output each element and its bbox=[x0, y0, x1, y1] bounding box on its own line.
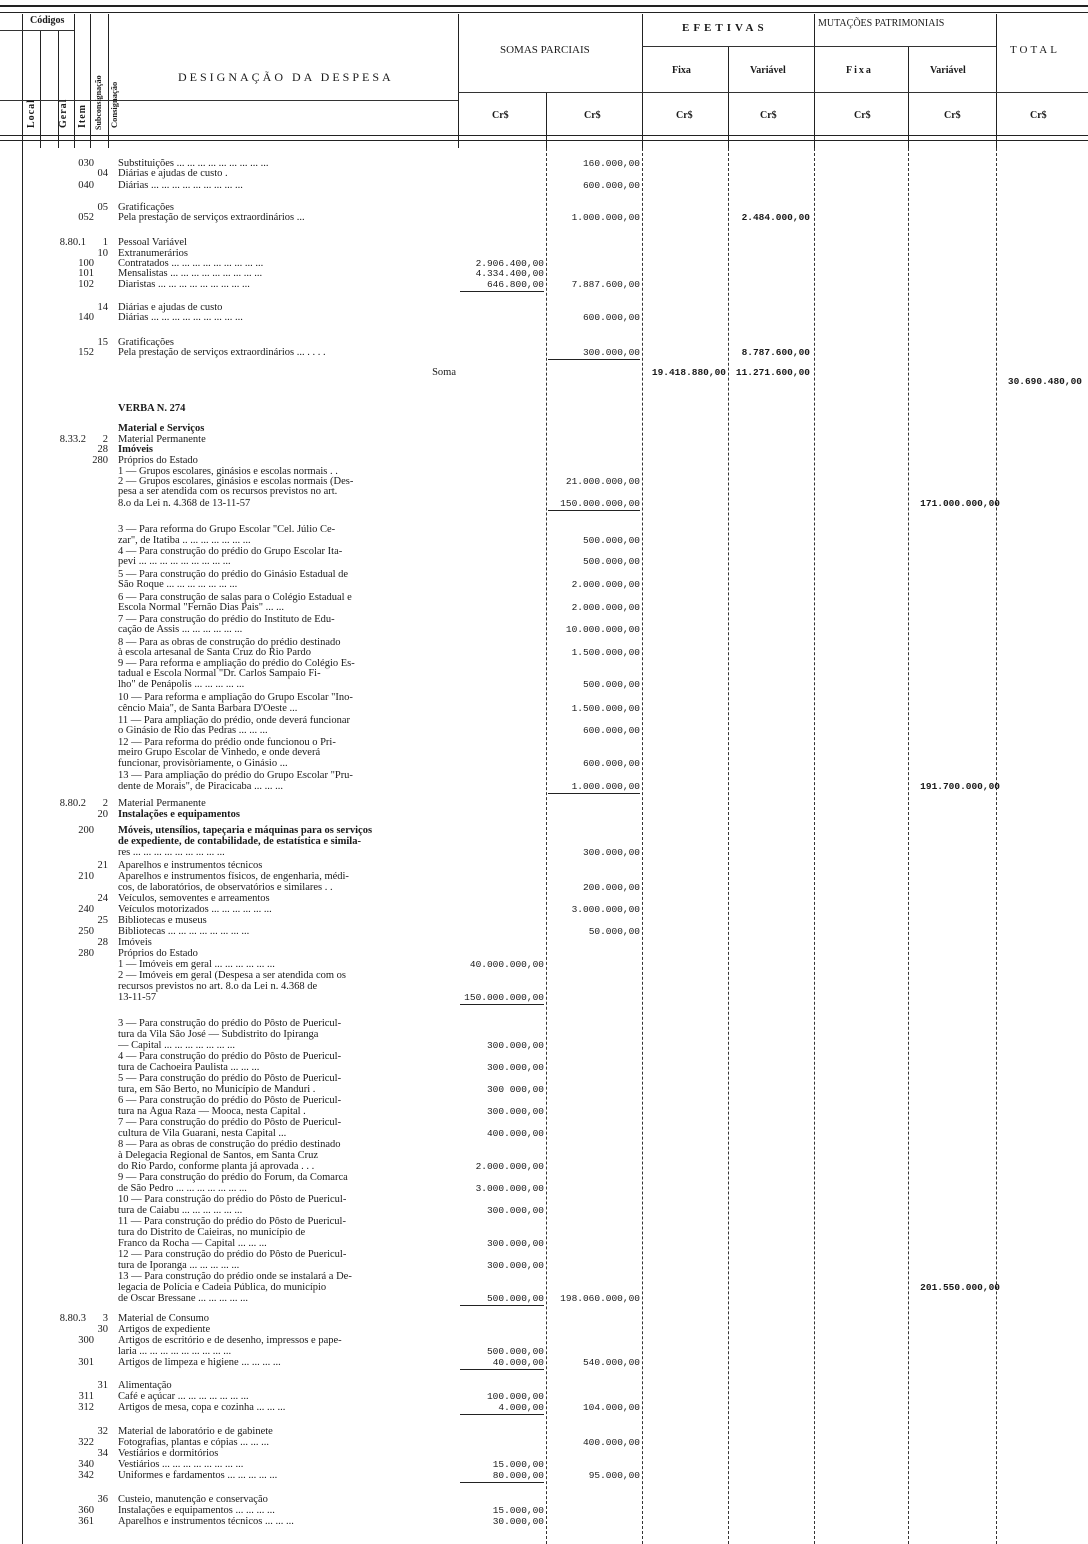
header-somas-parciais: SOMAS PARCIAIS bbox=[500, 44, 590, 56]
partial-sum-2: 1.000.000,00 bbox=[571, 212, 640, 223]
consignment-code: 312 bbox=[78, 1402, 94, 1413]
expense-description: Material Permanente bbox=[118, 434, 206, 445]
table-row bbox=[0, 1516, 1088, 1528]
partial-sum-2: 1.000.000,00 bbox=[548, 781, 640, 794]
expense-description: Veículos, semoventes e arreamentos bbox=[118, 893, 270, 904]
expense-description: Escola Normal "Fernão Dias Pais" ... ... bbox=[118, 602, 285, 613]
partial-sum-2: 540.000,00 bbox=[582, 1357, 640, 1368]
expense-description: Custeio, manutenção e conservação bbox=[118, 1494, 268, 1505]
partial-sum-2: 400.000,00 bbox=[582, 1437, 640, 1448]
partial-sum-2: 150.000.000,00 bbox=[548, 498, 640, 511]
table-row bbox=[0, 498, 1088, 510]
consignment-code: 361 bbox=[78, 1516, 94, 1527]
col-rule bbox=[642, 14, 643, 148]
expense-description: 6 — Para construção de salas para o Colégio Estadual e bbox=[118, 592, 352, 603]
partial-sum-1: 3.000.000,00 bbox=[475, 1183, 544, 1194]
item-code: 32 bbox=[97, 1426, 108, 1437]
table-row bbox=[0, 180, 1088, 192]
consignment-code: 052 bbox=[78, 212, 94, 223]
expense-description: Aparelhos e instrumentos físicos, de engenharia, médi- bbox=[118, 871, 349, 882]
consignment-code: 100 bbox=[78, 258, 94, 269]
partial-sum-1: 300.000,00 bbox=[486, 1062, 544, 1073]
partial-sum-2: 198.060.000,00 bbox=[560, 1293, 640, 1304]
header-subconsignacao: Subconsignação bbox=[94, 75, 103, 130]
partial-sum-2: 300.000,00 bbox=[582, 847, 640, 858]
header-local: Local bbox=[26, 99, 37, 128]
expense-description: Diárias ... ... ... ... ... ... ... ... ... bbox=[118, 180, 243, 191]
expense-description: pevi ... ... ... ... ... ... ... ... ... bbox=[118, 556, 231, 567]
expense-description: 5 — Para construção do prédio do Ginásio Estadual de bbox=[118, 569, 349, 580]
expense-description: 9 — Para reforma e ampliação do prédio do Colégio Es- bbox=[118, 658, 355, 669]
expense-description: 5 — Para construção do prédio do Pôsto de Puericul- bbox=[118, 1073, 342, 1084]
expense-description: pesa a ser atendida com os recursos previstos no art. bbox=[118, 486, 338, 497]
local-code: 8.33.2 bbox=[59, 434, 86, 445]
col-rule bbox=[908, 46, 909, 148]
header-rule bbox=[458, 92, 1088, 93]
expense-description: Extranumerários bbox=[118, 248, 188, 259]
partial-sum-2: 1.500.000,00 bbox=[571, 703, 640, 714]
partial-sum-2: 600.000,00 bbox=[582, 180, 640, 191]
partial-sum-1: 4.334.400,00 bbox=[475, 268, 544, 279]
expense-description: tura, em São Berto, no Município de Manduri . bbox=[118, 1084, 316, 1095]
expense-description: São Roque ... ... ... ... ... ... ... bbox=[118, 579, 238, 590]
table-row bbox=[0, 781, 1088, 793]
expense-description: dente de Morais", de Piracicaba ... ... ... bbox=[118, 781, 283, 792]
table-row bbox=[0, 602, 1088, 614]
mutacao-variavel: 171.000.000,00 bbox=[920, 498, 1000, 509]
col-rule bbox=[458, 14, 459, 148]
table-row bbox=[0, 679, 1088, 691]
efetiva-variavel: 11.271.600,00 bbox=[735, 367, 810, 378]
expense-description: de Oscar Bressane ... ... ... ... ... bbox=[118, 1293, 249, 1304]
partial-sum-2: 21.000.000,00 bbox=[565, 476, 640, 487]
header-total: TOTAL bbox=[1010, 44, 1060, 56]
expense-description: 1 — Imóveis em geral ... ... ... ... ... ... bbox=[118, 959, 275, 970]
partial-sum-1: 2.000.000,00 bbox=[475, 1161, 544, 1172]
expense-description: Diárias e ajudas de custo . bbox=[118, 168, 228, 179]
expense-description: Artigos de limpeza e higiene ... ... ... ... bbox=[118, 1357, 281, 1368]
expense-description: cos, de laboratórios, de observatórios e similares . . bbox=[118, 882, 333, 893]
item-code: 28 bbox=[97, 444, 108, 455]
expense-description: tura da Vila São José — Subdistrito do Ipiranga bbox=[118, 1029, 319, 1040]
expense-description: Diaristas ... ... ... ... ... ... ... ... ... bbox=[118, 279, 250, 290]
top-rule bbox=[0, 5, 1088, 7]
currency-label: Cr$ bbox=[584, 110, 601, 121]
header-rule bbox=[642, 46, 996, 47]
mutacao-variavel: 191.700.000,00 bbox=[920, 781, 1000, 792]
header-variavel-2: Variável bbox=[930, 65, 966, 76]
expense-description: Veículos motorizados ... ... ... ... ... ... bbox=[118, 904, 272, 915]
expense-description: do Rio Pardo, conforme planta já aprovada . . . bbox=[118, 1161, 315, 1172]
expense-description: Alimentação bbox=[118, 1380, 172, 1391]
expense-description: Substituições ... ... ... ... ... ... ... ... ... bbox=[118, 158, 269, 169]
expense-description: Bibliotecas ... ... ... ... ... ... ... ... bbox=[118, 926, 250, 937]
partial-sum-2: 600.000,00 bbox=[582, 725, 640, 736]
expense-description: 3 — Para construção do prédio do Pôsto de Puericul- bbox=[118, 1018, 342, 1029]
expense-description: tura do Distrito de Caieiras, no município de bbox=[118, 1227, 306, 1238]
header-bottom-rule bbox=[0, 135, 1088, 136]
partial-sum-1: 300.000,00 bbox=[486, 1040, 544, 1051]
expense-description: Gratificações bbox=[118, 202, 174, 213]
consignment-code: 311 bbox=[78, 1391, 94, 1402]
expense-description: — Capital ... ... ... ... ... ... ... bbox=[118, 1040, 235, 1051]
header-mutacoes: MUTAÇÕES PATRIMONIAIS bbox=[818, 18, 945, 29]
expense-description: Mensalistas ... ... ... ... ... ... ... ... ... bbox=[118, 268, 263, 279]
consignment-code: 250 bbox=[78, 926, 94, 937]
consignment-code: 210 bbox=[78, 871, 94, 882]
partial-sum-1: 4.000,00 bbox=[460, 1402, 544, 1415]
table-row bbox=[0, 312, 1088, 324]
expense-description: à escola artesanal de Santa Cruz do Rio Pardo bbox=[118, 647, 312, 658]
item-code: 280 bbox=[92, 455, 108, 466]
expense-description: tadual e Escola Normal "Dr. Carlos Sampaio Fi- bbox=[118, 668, 321, 679]
partial-sum-2: 300.000,00 bbox=[548, 347, 640, 360]
item-code: 2 bbox=[102, 434, 108, 445]
expense-description: 11 — Para construção do prédio do Pôsto de Puericul- bbox=[118, 1216, 346, 1227]
partial-sum-2: 1.500.000,00 bbox=[571, 647, 640, 658]
expense-description: 2 — Imóveis em geral (Despesa a ser atendida com os bbox=[118, 970, 347, 981]
expense-description: Soma bbox=[432, 367, 456, 378]
efetiva-variavel: 8.787.600,00 bbox=[741, 347, 810, 358]
expense-description: laria ... ... ... ... ... ... ... ... ... bbox=[118, 1346, 232, 1357]
partial-sum-1: 40.000,00 bbox=[460, 1357, 544, 1370]
expense-description: Gratificações bbox=[118, 337, 174, 348]
expense-description: tura de Iporanga ... ... ... ... ... bbox=[118, 1260, 240, 1271]
item-code: 05 bbox=[97, 202, 108, 213]
expense-description: Café e açúcar ... ... ... ... ... ... ... bbox=[118, 1391, 249, 1402]
consignment-code: 300 bbox=[78, 1335, 94, 1346]
col-rule bbox=[814, 14, 815, 148]
partial-sum-2: 3.000.000,00 bbox=[571, 904, 640, 915]
expense-description: 8 — Para as obras de construção do prédio destinado bbox=[118, 1139, 341, 1150]
item-code: 2 bbox=[102, 798, 108, 809]
partial-sum-2: 50.000,00 bbox=[588, 926, 640, 937]
table-row bbox=[0, 486, 1088, 498]
item-code: 04 bbox=[97, 168, 108, 179]
local-code: 8.80.2 bbox=[59, 798, 86, 809]
partial-sum-1: 80.000,00 bbox=[460, 1470, 544, 1483]
expense-description: meiro Grupo Escolar de Vinhedo, e onde deverá bbox=[118, 747, 321, 758]
partial-sum-2: 600.000,00 bbox=[582, 758, 640, 769]
table-row bbox=[0, 347, 1088, 359]
expense-description: tura na Água Raza — Mooca, nesta Capital . bbox=[118, 1106, 306, 1117]
currency-label: Cr$ bbox=[1030, 110, 1047, 121]
partial-sum-1: 300.000,00 bbox=[486, 1205, 544, 1216]
item-code: 3 bbox=[102, 1313, 108, 1324]
expense-description: Material e Serviços bbox=[118, 423, 205, 434]
table-row bbox=[0, 376, 1088, 388]
expense-description: Vestiários ... ... ... ... ... ... ... ... bbox=[118, 1459, 244, 1470]
top-rule-2 bbox=[0, 12, 1088, 13]
item-code: 34 bbox=[97, 1448, 108, 1459]
expense-description: res ... ... ... ... ... ... ... ... ... bbox=[118, 847, 225, 858]
expense-description: Contratados ... ... ... ... ... ... ... ... ... bbox=[118, 258, 264, 269]
partial-sum-2: 10.000.000,00 bbox=[565, 624, 640, 635]
table-row bbox=[0, 1293, 1088, 1305]
partial-sum-2: 500.000,00 bbox=[582, 556, 640, 567]
partial-sum-1: 300 000,00 bbox=[486, 1084, 544, 1095]
expense-description: Aparelhos e instrumentos técnicos bbox=[118, 860, 263, 871]
expense-description: Material de laboratório e de gabinete bbox=[118, 1426, 273, 1437]
expense-description: Instalações e equipamentos ... ... ... ... bbox=[118, 1505, 275, 1516]
item-code: 31 bbox=[97, 1380, 108, 1391]
item-code: 30 bbox=[97, 1324, 108, 1335]
currency-label: Cr$ bbox=[676, 110, 693, 121]
expense-description: 12 — Para construção do prédio do Pôsto de Puericul- bbox=[118, 1249, 347, 1260]
expense-description: Artigos de mesa, copa e cozinha ... ... ... bbox=[118, 1402, 286, 1413]
expense-description: Vestiários e dormitórios bbox=[118, 1448, 219, 1459]
expense-description: cação de Assis ... ... ... ... ... ... bbox=[118, 624, 243, 635]
partial-sum-1: 646.800,00 bbox=[460, 279, 544, 292]
expense-description: tura de Cachoeira Paulista ... ... ... bbox=[118, 1062, 260, 1073]
currency-label: Cr$ bbox=[760, 110, 777, 121]
header-item: Item bbox=[77, 104, 88, 128]
expense-description: Instalações e equipamentos bbox=[118, 809, 240, 820]
local-code: 8.80.3 bbox=[59, 1313, 86, 1324]
expense-description: 11 — Para ampliação do prédio, onde deverá funcionar bbox=[118, 715, 350, 726]
header-codigos: Códigos bbox=[30, 15, 65, 26]
expense-description: Aparelhos e instrumentos técnicos ... ... ... bbox=[118, 1516, 294, 1527]
col-rule bbox=[996, 14, 997, 148]
partial-sum-1: 40.000.000,00 bbox=[469, 959, 544, 970]
col-rule bbox=[90, 14, 91, 148]
expense-description: Uniformes e fardamentos ... ... ... ... ... bbox=[118, 1470, 278, 1481]
consignment-code: 040 bbox=[78, 180, 94, 191]
expense-description: 3 — Para reforma do Grupo Escolar "Cel. Júlio Ce- bbox=[118, 524, 336, 535]
expense-description: Fotografias, plantas e cópias ... ... ... bbox=[118, 1437, 270, 1448]
partial-sum-2: 500.000,00 bbox=[582, 679, 640, 690]
table-row bbox=[0, 1402, 1088, 1414]
expense-description: 13 — Para construção do prédio onde se instalará a De- bbox=[118, 1271, 352, 1282]
header-fixa-2: Fixa bbox=[846, 65, 873, 76]
expense-description: Móveis, utensílios, tapeçaria e máquinas para os serviços bbox=[118, 825, 373, 836]
expense-description: 6 — Para construção do prédio do Pôsto de Puericul- bbox=[118, 1095, 342, 1106]
expense-description: zar", de Itatiba .. ... ... ... ... ... ... bbox=[118, 535, 251, 546]
expense-description: recursos previstos no art. 8.o da Lei n. 4.368 de bbox=[118, 981, 318, 992]
expense-description: Próprios do Estado bbox=[118, 455, 198, 466]
header-variavel: Variável bbox=[750, 65, 786, 76]
expense-description: de São Pedro ... ... ... ... ... ... ... bbox=[118, 1183, 247, 1194]
currency-label: Cr$ bbox=[854, 110, 871, 121]
expense-description: 4 — Para construção do prédio do Grupo Escolar Ita- bbox=[118, 546, 343, 557]
efetiva-variavel: 2.484.000,00 bbox=[741, 212, 810, 223]
consignment-code: 140 bbox=[78, 312, 94, 323]
item-code: 15 bbox=[97, 337, 108, 348]
item-code: 14 bbox=[97, 302, 108, 313]
expense-description: Pela prestação de serviços extraordinários ... bbox=[118, 212, 305, 223]
table-row bbox=[0, 403, 1088, 415]
expense-description: cêncio Maia", de Santa Barbara D'Oeste ... bbox=[118, 703, 298, 714]
expense-description: cultura de Vila Guarani, nesta Capital ... bbox=[118, 1128, 287, 1139]
item-code: 24 bbox=[97, 893, 108, 904]
item-code: 20 bbox=[97, 809, 108, 820]
consignment-code: 200 bbox=[78, 825, 94, 836]
partial-sum-2: 2.000.000,00 bbox=[571, 579, 640, 590]
efetiva-fixa: 19.418.880,00 bbox=[651, 367, 726, 378]
col-rule bbox=[74, 14, 75, 148]
expense-description: Imóveis bbox=[118, 444, 153, 455]
expense-description: legacia de Polícia e Cadeia Pública, do município bbox=[118, 1282, 327, 1293]
expense-description: Bibliotecas e museus bbox=[118, 915, 207, 926]
table-row bbox=[0, 809, 1088, 821]
expense-description: 2 — Grupos escolares, ginásios e escolas normais (Des- bbox=[118, 476, 354, 487]
table-row bbox=[0, 1470, 1088, 1482]
table-row bbox=[0, 579, 1088, 591]
col-rule bbox=[40, 30, 41, 148]
item-code: 36 bbox=[97, 1494, 108, 1505]
expense-description: o Ginásio de Rio das Pedras ... ... ... bbox=[118, 725, 268, 736]
expense-description: Artigos de escritório e de desenho, impressos e pape- bbox=[118, 1335, 342, 1346]
expense-description: de expediente, de contabilidade, de estatística e simila- bbox=[118, 836, 361, 847]
header-designacao: DESIGNAÇÃO DA DESPESA bbox=[178, 70, 394, 84]
expense-description: Próprios do Estado bbox=[118, 948, 198, 959]
item-code: 10 bbox=[97, 248, 108, 259]
header-efetivas: EFETIVAS bbox=[682, 22, 768, 34]
partial-sum-1: 30.000,00 bbox=[492, 1516, 544, 1527]
expense-description: Pessoal Variável bbox=[118, 237, 187, 248]
col-rule bbox=[58, 30, 59, 148]
header-consignacao: Consignação bbox=[109, 81, 119, 128]
expense-description: Franco da Rocha — Capital ... ... ... bbox=[118, 1238, 267, 1249]
expense-description: 10 — Para reforma e ampliação do Grupo Escolar "Ino- bbox=[118, 692, 353, 703]
consignment-code: 340 bbox=[78, 1459, 94, 1470]
header-geral: Geral bbox=[58, 98, 69, 128]
expense-description: 7 — Para construção do prédio do Instituto de Edu- bbox=[118, 614, 335, 625]
consignment-code: 030 bbox=[78, 158, 94, 169]
consignment-code: 342 bbox=[78, 1470, 94, 1481]
table-row bbox=[0, 847, 1088, 859]
partial-sum-2: 160.000,00 bbox=[582, 158, 640, 169]
expense-description: VERBA N. 274 bbox=[118, 403, 186, 414]
item-code: 1 bbox=[102, 237, 108, 248]
consignment-code: 322 bbox=[78, 1437, 94, 1448]
expense-description: Diárias ... ... ... ... ... ... ... ... ... bbox=[118, 312, 243, 323]
expense-description: 4 — Para construção do prédio do Pôsto de Puericul- bbox=[118, 1051, 342, 1062]
consignment-code: 101 bbox=[78, 268, 94, 279]
partial-sum-1: 500.000,00 bbox=[486, 1346, 544, 1357]
partial-sum-1: 150.000.000,00 bbox=[460, 992, 544, 1005]
expense-description: Material de Consumo bbox=[118, 1313, 209, 1324]
consignment-code: 152 bbox=[78, 347, 94, 358]
expense-description: Material Permanente bbox=[118, 798, 206, 809]
table-row bbox=[0, 703, 1088, 715]
partial-sum-1: 300.000,00 bbox=[486, 1238, 544, 1249]
expense-description: 1 — Grupos escolares, ginásios e escolas normais . . bbox=[118, 466, 338, 477]
table-row bbox=[0, 1357, 1088, 1369]
partial-sum-1: 300.000,00 bbox=[486, 1106, 544, 1117]
item-code: 21 bbox=[97, 860, 108, 871]
partial-sum-2: 2.000.000,00 bbox=[571, 602, 640, 613]
expense-description: Pela prestação de serviços extraordinários ... . . . . bbox=[118, 347, 326, 358]
partial-sum-1: 400.000,00 bbox=[486, 1128, 544, 1139]
expense-description: 9 — Para construção do prédio do Forum, da Comarca bbox=[118, 1172, 348, 1183]
expense-description: 10 — Para construção do prédio do Pôsto de Puericul- bbox=[118, 1194, 347, 1205]
consignment-code: 301 bbox=[78, 1357, 94, 1368]
expense-description: 8 — Para as obras de construção do prédio destinado bbox=[118, 637, 341, 648]
table-row bbox=[0, 725, 1088, 737]
expense-description: Imóveis bbox=[118, 937, 152, 948]
currency-label: Cr$ bbox=[492, 110, 509, 121]
mutacao-variavel: 201.550.000,00 bbox=[920, 1282, 1000, 1293]
table-row bbox=[0, 168, 1088, 180]
expense-description: 8.o da Lei n. 4.368 de 13-11-57 bbox=[118, 498, 251, 509]
table-row bbox=[0, 556, 1088, 568]
currency-label: Cr$ bbox=[944, 110, 961, 121]
partial-sum-1: 100.000,00 bbox=[486, 1391, 544, 1402]
table-row bbox=[0, 624, 1088, 636]
header-rule bbox=[0, 30, 74, 31]
partial-sum-1: 2.906.400,00 bbox=[475, 258, 544, 269]
partial-sum-1: 15.000,00 bbox=[492, 1505, 544, 1516]
expense-description: lho" de Penápolis ... ... ... ... ... bbox=[118, 679, 245, 690]
table-row bbox=[0, 212, 1088, 224]
partial-sum-2: 200.000,00 bbox=[582, 882, 640, 893]
item-code: 28 bbox=[97, 937, 108, 948]
consignment-code: 240 bbox=[78, 904, 94, 915]
partial-sum-2: 500.000,00 bbox=[582, 535, 640, 546]
header-fixa: Fixa bbox=[672, 65, 691, 76]
partial-sum-2: 600.000,00 bbox=[582, 312, 640, 323]
expense-description: Diárias e ajudas de custo bbox=[118, 302, 223, 313]
partial-sum-2: 104.000,00 bbox=[582, 1402, 640, 1413]
partial-sum-1: 15.000,00 bbox=[492, 1459, 544, 1470]
partial-sum-1: 500.000,00 bbox=[460, 1293, 544, 1306]
partial-sum-1: 300.000,00 bbox=[486, 1260, 544, 1271]
local-code: 8.80.1 bbox=[59, 237, 86, 248]
consignment-code: 360 bbox=[78, 1505, 94, 1516]
total-value: 30.690.480,00 bbox=[1007, 376, 1082, 387]
consignment-code: 102 bbox=[78, 279, 94, 290]
partial-sum-2: 7.887.600,00 bbox=[571, 279, 640, 290]
expense-description: à Delegacia Regional de Santos, em Santa Cruz bbox=[118, 1150, 319, 1161]
table-row bbox=[0, 992, 1088, 1004]
table-row bbox=[0, 279, 1088, 291]
expense-description: funcionar, provisòriamente, o Ginásio ... bbox=[118, 758, 288, 769]
consignment-code: 280 bbox=[78, 948, 94, 959]
table-row bbox=[0, 758, 1088, 770]
expense-description: tura de Caiabu ... ... ... ... ... ... bbox=[118, 1205, 243, 1216]
expense-description: 13-11-57 bbox=[118, 992, 157, 1003]
header-bottom-rule-2 bbox=[0, 140, 1088, 141]
expense-description: Artigos de expediente bbox=[118, 1324, 211, 1335]
item-code: 25 bbox=[97, 915, 108, 926]
expense-description: 7 — Para construção do prédio do Pôsto de Puericul- bbox=[118, 1117, 342, 1128]
expense-description: 12 — Para reforma do prédio onde funcionou o Pri- bbox=[118, 737, 336, 748]
partial-sum-2: 95.000,00 bbox=[588, 1470, 640, 1481]
expense-description: 13 — Para ampliação do prédio do Grupo Escolar "Pru- bbox=[118, 770, 353, 781]
col-rule bbox=[728, 46, 729, 148]
